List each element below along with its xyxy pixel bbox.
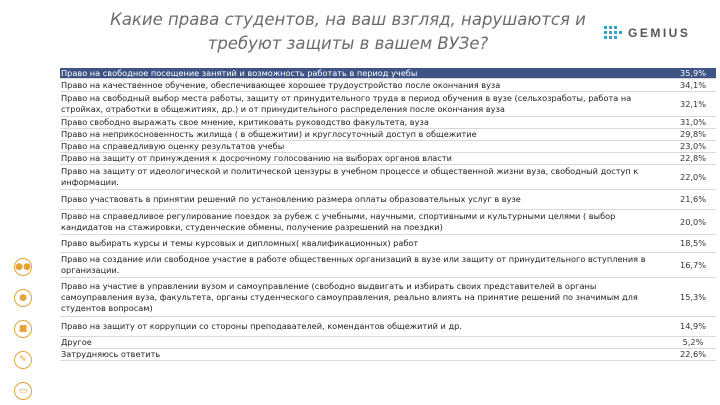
document-icon[interactable]: ▭ xyxy=(14,382,32,400)
table-row xyxy=(60,68,716,78)
row-value: 15,3% xyxy=(679,291,706,302)
row-value: 22,6% xyxy=(679,349,706,359)
title-line-1: Какие права студентов, на ваш взгляд, нарушаются и xyxy=(110,10,586,29)
table-row xyxy=(60,78,716,91)
table-row xyxy=(60,116,716,128)
row-value: 20,0% xyxy=(679,216,706,227)
row-value: 22,0% xyxy=(679,171,706,182)
row-label: Право участвовать в принятии решений по установлению размера оплаты образовательных услуг в вузе xyxy=(61,194,521,204)
table-row xyxy=(60,316,716,336)
table-row xyxy=(60,128,716,140)
row-label: Право свободно выражать свое мнение, критиковать руководство факультета, вуза xyxy=(61,117,429,127)
table-row xyxy=(60,189,716,209)
people-icon[interactable]: ●● xyxy=(14,258,32,276)
row-label: Право на свободное посещение занятий и возможность работать в период учебы xyxy=(61,67,418,78)
row-label: Право на справедливую оценку результатов учебы xyxy=(61,141,285,151)
gemius-logo xyxy=(604,26,690,40)
row-label: Затрудняюсь ответить xyxy=(61,349,161,359)
row-label: Право на неприкосновенность жилища ( в общежитии) и круглосуточный доступ в общежитие xyxy=(61,129,477,139)
logo-dots-icon xyxy=(604,26,622,40)
row-value: 5,2% xyxy=(682,337,704,347)
row-value: 31,0% xyxy=(679,117,706,127)
table-row xyxy=(60,91,716,116)
table-row xyxy=(60,209,716,234)
table-row xyxy=(60,252,716,277)
row-label: Право на качественное обучение, обеспечивающее хорошее трудоустройство после окончания вуза xyxy=(61,79,501,90)
row-label: Право на свободный выбор места работы, защиту от принудительного труда в период обучения в вузе (сельхозработы, работа на стройках, отработки в общежитиях, др.) и от принудительного распределения после окончания вуза xyxy=(61,93,632,114)
side-icon-bar xyxy=(8,258,38,405)
row-value: 18,5% xyxy=(679,238,706,248)
row-value: 23,0% xyxy=(679,141,706,151)
row-value: 34,1% xyxy=(679,79,706,90)
row-value: 35,9% xyxy=(679,67,706,78)
row-label: Право на создание или свободное участие в работе общественных организаций в вузе или защиту от принудительного вступления в организации. xyxy=(61,254,646,275)
row-label: Право на защиту от коррупции со стороны преподавателей, комендантов общежитий и др. xyxy=(61,321,462,331)
row-label: Другое xyxy=(61,337,92,347)
row-value: 22,8% xyxy=(679,153,706,163)
row-label: Право на участие в управлении вузом и самоуправление (свободно выдвигать и избирать своих представителей в органы самоуправления вуза, факультета, органы студенческого самоуправления, реально влиять на принятие решений по значимым для студентов вопросам) xyxy=(61,280,638,313)
row-value: 14,9% xyxy=(679,321,706,331)
table-row xyxy=(60,140,716,152)
row-label: Право на справедливое регулирование поездок за рубеж с учебными, научными, спортивными и культурными целями ( выбор кандидатов на стажировки, студенческие обмены, получение разрешений на поездки) xyxy=(61,211,616,232)
slide-title xyxy=(78,8,618,56)
table-row xyxy=(60,234,716,252)
row-value: 29,8% xyxy=(679,129,706,139)
table-row xyxy=(60,152,716,164)
rights-table xyxy=(60,68,716,361)
building-icon[interactable]: ■ xyxy=(14,320,32,338)
logo-text: GEMIUS xyxy=(628,26,691,40)
row-label: Право на защиту от принуждения к досрочному голосованию на выборах органов власти xyxy=(61,153,452,163)
row-label: Право выбирать курсы и темы курсовых и дипломных( квалификационных) работ xyxy=(61,238,419,248)
row-value: 21,6% xyxy=(679,194,706,204)
row-value: 32,1% xyxy=(679,98,706,109)
row-label: Право на защиту от идеологической и политической цензуры в учебном процессе и общественной жизни вуза, свободный доступ к информации. xyxy=(61,166,639,187)
wrench-icon[interactable]: ✎ xyxy=(14,351,32,369)
row-value: 16,7% xyxy=(679,259,706,270)
title-line-2: требуют защиты в вашем ВУЗе? xyxy=(207,34,489,53)
table-row xyxy=(60,164,716,189)
table-row xyxy=(60,348,716,361)
person-icon[interactable]: ● xyxy=(14,289,32,307)
table-row xyxy=(60,277,716,316)
table-row xyxy=(60,336,716,348)
